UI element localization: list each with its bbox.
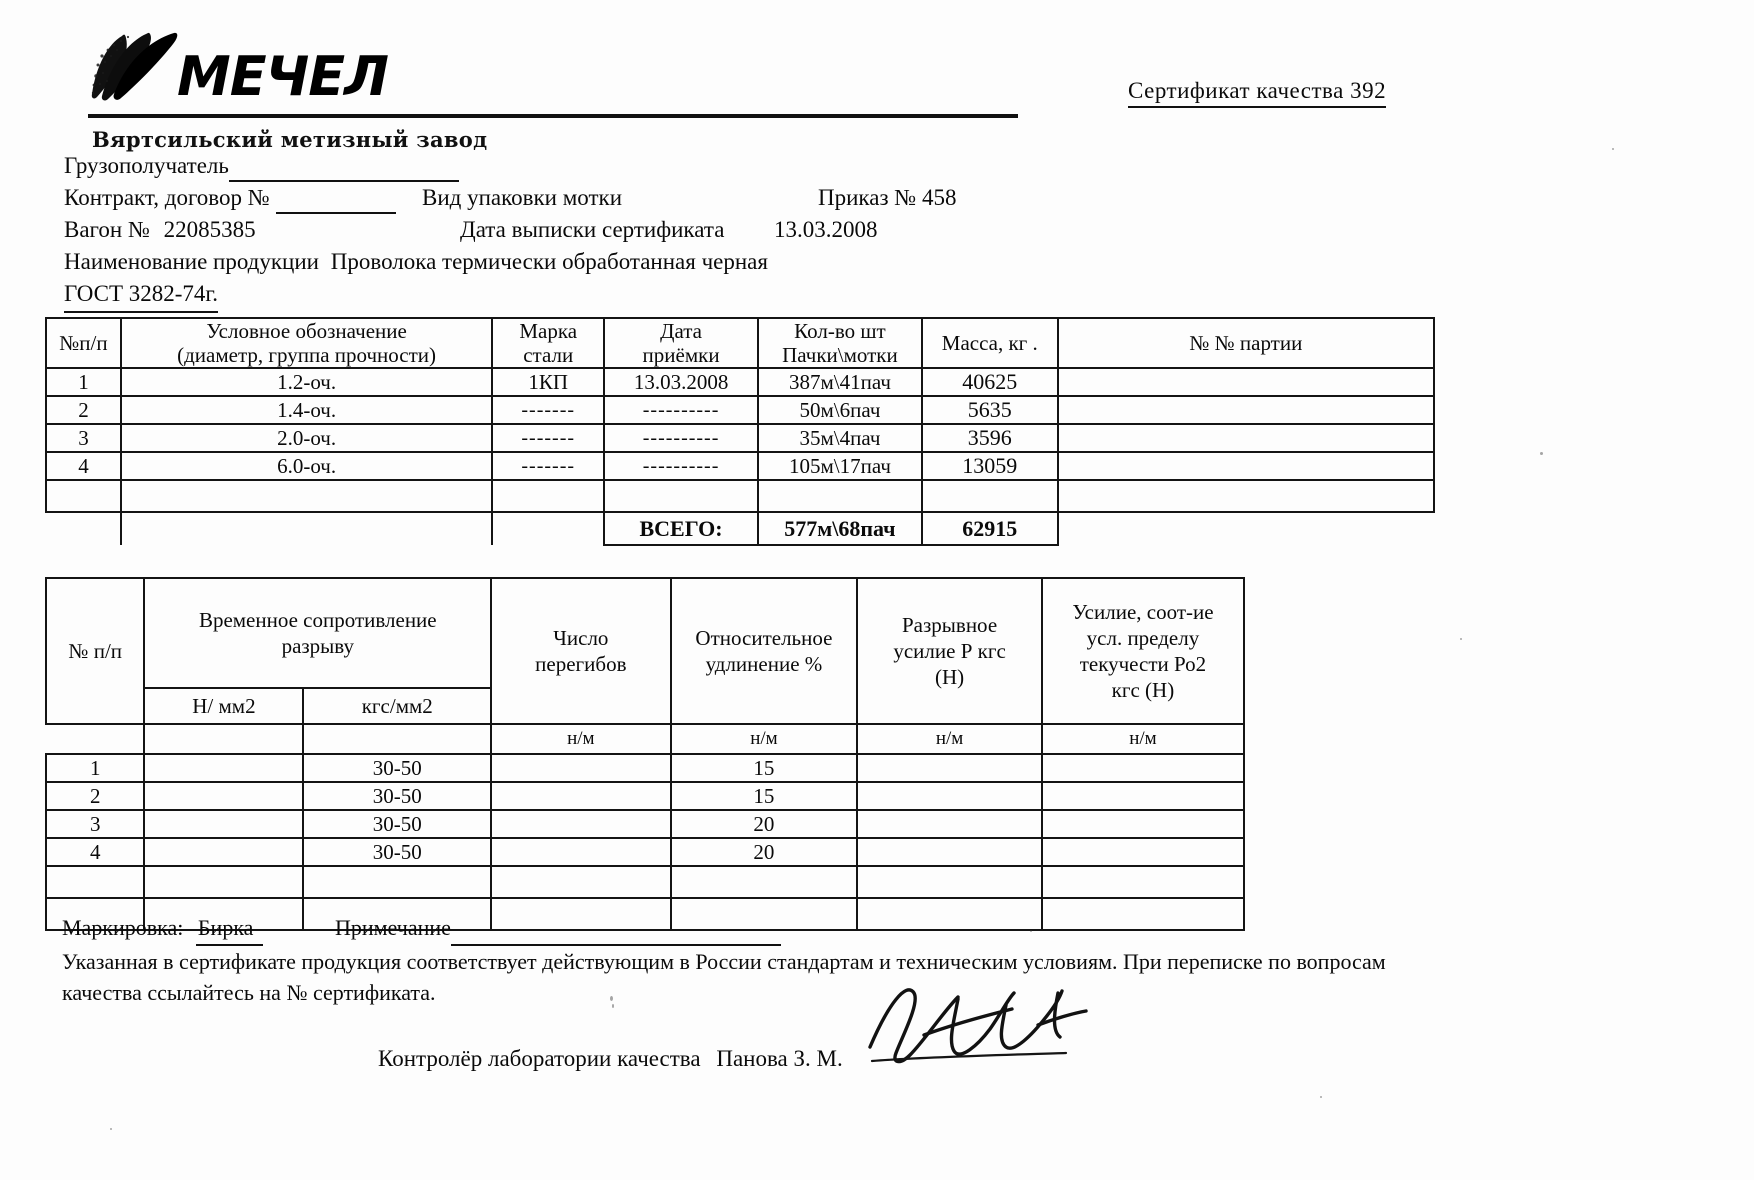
table-row xyxy=(46,810,1244,838)
cell2-kgsmm2: 30-50 xyxy=(303,810,491,838)
units-bends: н/м xyxy=(491,724,670,754)
total-mass: 62915 xyxy=(922,512,1058,545)
cell-designation: 2.0-оч. xyxy=(121,424,492,452)
cell2-yield xyxy=(1042,810,1244,838)
table-row xyxy=(46,424,1434,452)
table1-header-row xyxy=(46,318,1434,368)
th2-tensile-line2: разрыву xyxy=(281,634,354,658)
scan-speck xyxy=(610,996,613,1001)
marking-row xyxy=(62,912,1512,946)
cell2-kgsmm2 xyxy=(303,866,491,898)
controller-label: Контролёр лаборатории качества xyxy=(378,1046,701,1071)
cell2-breaking xyxy=(857,754,1042,782)
cell2-elongation: 20 xyxy=(671,810,858,838)
packing-label: Вид упаковки мотки xyxy=(422,185,623,210)
th2-breaking-line2: усилие Р кгс xyxy=(893,639,1006,663)
statement-line-2: качества ссылайтесь на № сертификата. xyxy=(62,980,436,1005)
product-label: Наименование продукции xyxy=(64,249,319,274)
cell2-no xyxy=(46,866,144,898)
cell-mass: 13059 xyxy=(922,452,1058,480)
total-batch xyxy=(1058,512,1434,545)
th-no xyxy=(46,318,121,368)
marking-label: Маркировка: xyxy=(62,915,184,940)
units-spacer-no xyxy=(46,724,144,754)
th2-no xyxy=(46,578,144,724)
cell2-yield xyxy=(1042,838,1244,866)
cell2-nmm2 xyxy=(144,754,303,782)
table-row xyxy=(46,782,1244,810)
th2-sub-nmm2: Н/ мм2 xyxy=(144,688,303,724)
consignee-label: Грузополучатель xyxy=(64,153,229,178)
th2-no-label: № п/п xyxy=(68,639,123,663)
cell2-elongation xyxy=(671,866,858,898)
table-row xyxy=(46,396,1434,424)
cell-designation xyxy=(121,480,492,512)
th2-breaking-line3: (Н) xyxy=(934,665,965,689)
issue-date-value: 13.03.2008 xyxy=(774,217,878,242)
th-mass xyxy=(922,318,1058,368)
th-steel-line2: стали xyxy=(523,343,574,367)
cell2-nmm2 xyxy=(144,838,303,866)
th-steel-grade xyxy=(492,318,604,368)
cell-qty: 105м\17пач xyxy=(758,452,922,480)
th2-sub-kgsmm2: кгс/мм2 xyxy=(303,688,491,724)
mechanical-properties-table xyxy=(45,577,1245,931)
standard-row xyxy=(64,278,1464,310)
cell2-yield xyxy=(1042,782,1244,810)
cell-batch xyxy=(1058,452,1434,480)
cell-batch xyxy=(1058,480,1434,512)
cell2-no: 4 xyxy=(46,838,144,866)
cell-steel: ------- xyxy=(492,452,604,480)
cell-designation: 1.2-оч. xyxy=(121,368,492,396)
wagon-value: 22085385 xyxy=(163,217,256,242)
product-row xyxy=(64,246,1464,278)
th-quantity xyxy=(758,318,922,368)
logo-divider xyxy=(88,114,1018,118)
table2-header-row xyxy=(46,578,1244,688)
total-label: ВСЕГО: xyxy=(604,512,758,545)
product-value: Проволока термически обработанная черная xyxy=(330,249,768,274)
cell-mass: 5635 xyxy=(922,396,1058,424)
cell2-elongation: 20 xyxy=(671,838,858,866)
th-batch xyxy=(1058,318,1434,368)
cell-batch xyxy=(1058,368,1434,396)
th2-yield-line4: кгс (Н) xyxy=(1111,678,1175,702)
marking-value: Бирка xyxy=(196,912,264,946)
cell-date: ---------- xyxy=(604,424,758,452)
issue-date-label: Дата выписки сертификата xyxy=(460,217,725,242)
th2-yield-line3: текучести Ро2 xyxy=(1079,652,1207,676)
cell-steel: ------- xyxy=(492,424,604,452)
standard-value: ГОСТ 3282-74г. xyxy=(64,278,218,313)
units-breaking: н/м xyxy=(857,724,1042,754)
cell2-elongation: 15 xyxy=(671,782,858,810)
controller-name: Панова З. М. xyxy=(716,1046,843,1071)
form-fields xyxy=(64,150,1464,310)
th-accept-date xyxy=(604,318,758,368)
th2-yield-line1: Усилие, соот-ие xyxy=(1072,600,1214,624)
controller-row xyxy=(378,1046,843,1072)
cell2-elongation: 15 xyxy=(671,754,858,782)
th-no-label: №п/п xyxy=(59,331,108,355)
cell2-no: 1 xyxy=(46,754,144,782)
cell-date: ---------- xyxy=(604,396,758,424)
th-mass-label: Масса, кг . xyxy=(941,331,1038,355)
cell2-nmm2 xyxy=(144,866,303,898)
wagon-label: Вагон № xyxy=(64,217,150,242)
cell-date xyxy=(604,480,758,512)
cell-designation: 1.4-оч. xyxy=(121,396,492,424)
contract-row xyxy=(64,182,1464,214)
units-yield: н/м xyxy=(1042,724,1244,754)
cell-batch xyxy=(1058,396,1434,424)
th-batch-label: № № партии xyxy=(1189,331,1303,355)
cell-no: 2 xyxy=(46,396,121,424)
scan-speck xyxy=(1460,638,1462,640)
total-spacer-1 xyxy=(46,512,121,545)
scan-speck xyxy=(1612,148,1614,150)
cell2-yield xyxy=(1042,754,1244,782)
units-spacer-kgsmm2 xyxy=(303,724,491,754)
th2-yield-line2: усл. пределу xyxy=(1086,626,1200,650)
th-designation-line1: Условное обозначение xyxy=(206,319,407,343)
table-row xyxy=(46,866,1244,898)
cell2-bends xyxy=(491,782,670,810)
table-row xyxy=(46,838,1244,866)
cell-mass: 3596 xyxy=(922,424,1058,452)
cell-qty: 50м\6пач xyxy=(758,396,922,424)
cell2-breaking xyxy=(857,810,1042,838)
cell2-kgsmm2: 30-50 xyxy=(303,754,491,782)
cell2-no: 2 xyxy=(46,782,144,810)
total-spacer-2 xyxy=(121,512,492,545)
th-designation xyxy=(121,318,492,368)
cell2-kgsmm2: 30-50 xyxy=(303,838,491,866)
certificate-title: Сертификат качества 392 xyxy=(1128,78,1386,108)
th2-bends-line2: перегибов xyxy=(535,652,627,676)
cell-designation: 6.0-оч. xyxy=(121,452,492,480)
cell-date: 13.03.2008 xyxy=(604,368,758,396)
statement-line-1: Указанная в сертификате продукция соответствует действующим в России стандартам и техническим условиям. При переписке по вопросам xyxy=(62,949,1386,974)
th2-elong-line2: удлинение % xyxy=(705,652,823,676)
cell-no: 1 xyxy=(46,368,121,396)
th2-yield-force xyxy=(1042,578,1244,724)
cell-batch xyxy=(1058,424,1434,452)
product-table xyxy=(45,317,1435,546)
th2-tensile-line1: Временное сопротивление xyxy=(198,608,437,632)
th2-elongation xyxy=(671,578,858,724)
cell-no: 4 xyxy=(46,452,121,480)
cell2-kgsmm2: 30-50 xyxy=(303,782,491,810)
th2-tensile xyxy=(144,578,491,688)
cell-steel xyxy=(492,480,604,512)
total-spacer-3 xyxy=(492,512,604,545)
th2-elong-line1: Относительное xyxy=(695,626,833,650)
cell2-no: 3 xyxy=(46,810,144,838)
table-row xyxy=(46,452,1434,480)
th2-bends xyxy=(491,578,670,724)
th2-bends-line1: Число xyxy=(553,626,609,650)
logo-wordmark: МЕЧЕЛ xyxy=(177,45,388,108)
cell2-bends xyxy=(491,754,670,782)
scan-speck xyxy=(1320,1096,1322,1098)
order-number: Приказ № 458 xyxy=(818,185,957,210)
company-logo-block xyxy=(88,28,1038,152)
cell2-breaking xyxy=(857,866,1042,898)
th-qty-line2: Пачки\мотки xyxy=(782,343,898,367)
scan-speck xyxy=(1030,930,1032,932)
units-spacer-nmm2 xyxy=(144,724,303,754)
th-steel-line1: Марка xyxy=(519,319,578,343)
mechel-flame-logo-icon xyxy=(88,32,183,106)
cell2-yield xyxy=(1042,866,1244,898)
cell-qty xyxy=(758,480,922,512)
consignee-row xyxy=(64,150,1464,182)
th2-breaking-line1: Разрывное xyxy=(902,613,998,637)
cell-no xyxy=(46,480,121,512)
th-date-line1: Дата xyxy=(660,319,702,343)
cell2-breaking xyxy=(857,838,1042,866)
cell-mass: 40625 xyxy=(922,368,1058,396)
table-row xyxy=(46,480,1434,512)
table1-total-row xyxy=(46,512,1434,545)
cell-steel: ------- xyxy=(492,396,604,424)
cell-qty: 35м\4пач xyxy=(758,424,922,452)
cell2-bends xyxy=(491,838,670,866)
contract-input[interactable] xyxy=(276,190,396,214)
table1-body xyxy=(46,368,1434,545)
cell-steel: 1КП xyxy=(492,368,604,396)
cell2-breaking xyxy=(857,782,1042,810)
cell2-nmm2 xyxy=(144,810,303,838)
cell-qty: 387м\41пач xyxy=(758,368,922,396)
footer-block xyxy=(62,912,1512,1008)
table2-units-row xyxy=(46,724,1244,754)
note-label: Примечание xyxy=(334,915,451,940)
cell2-bends xyxy=(491,810,670,838)
consignee-input[interactable] xyxy=(229,158,459,182)
table2-body xyxy=(46,754,1244,930)
units-elongation: н/м xyxy=(671,724,858,754)
th-date-line2: приёмки xyxy=(642,343,720,367)
cell-date: ---------- xyxy=(604,452,758,480)
cell-no: 3 xyxy=(46,424,121,452)
contract-label: Контракт, договор № xyxy=(64,185,270,210)
th2-breaking-force xyxy=(857,578,1042,724)
cell2-nmm2 xyxy=(144,782,303,810)
table-row xyxy=(46,754,1244,782)
th-designation-line2: (диаметр, группа прочности) xyxy=(177,343,437,367)
cell-mass xyxy=(922,480,1058,512)
table-row xyxy=(46,368,1434,396)
scan-speck xyxy=(612,1004,614,1008)
wagon-row xyxy=(64,214,1464,246)
scan-speck xyxy=(1540,452,1543,455)
total-qty: 577м\68пач xyxy=(758,512,922,545)
th-qty-line1: Кол-во шт xyxy=(794,319,886,343)
note-input[interactable] xyxy=(451,924,781,946)
plant-name: Вяртсильский метизный завод xyxy=(92,127,488,152)
scan-speck xyxy=(110,1128,112,1130)
cell2-bends xyxy=(491,866,670,898)
